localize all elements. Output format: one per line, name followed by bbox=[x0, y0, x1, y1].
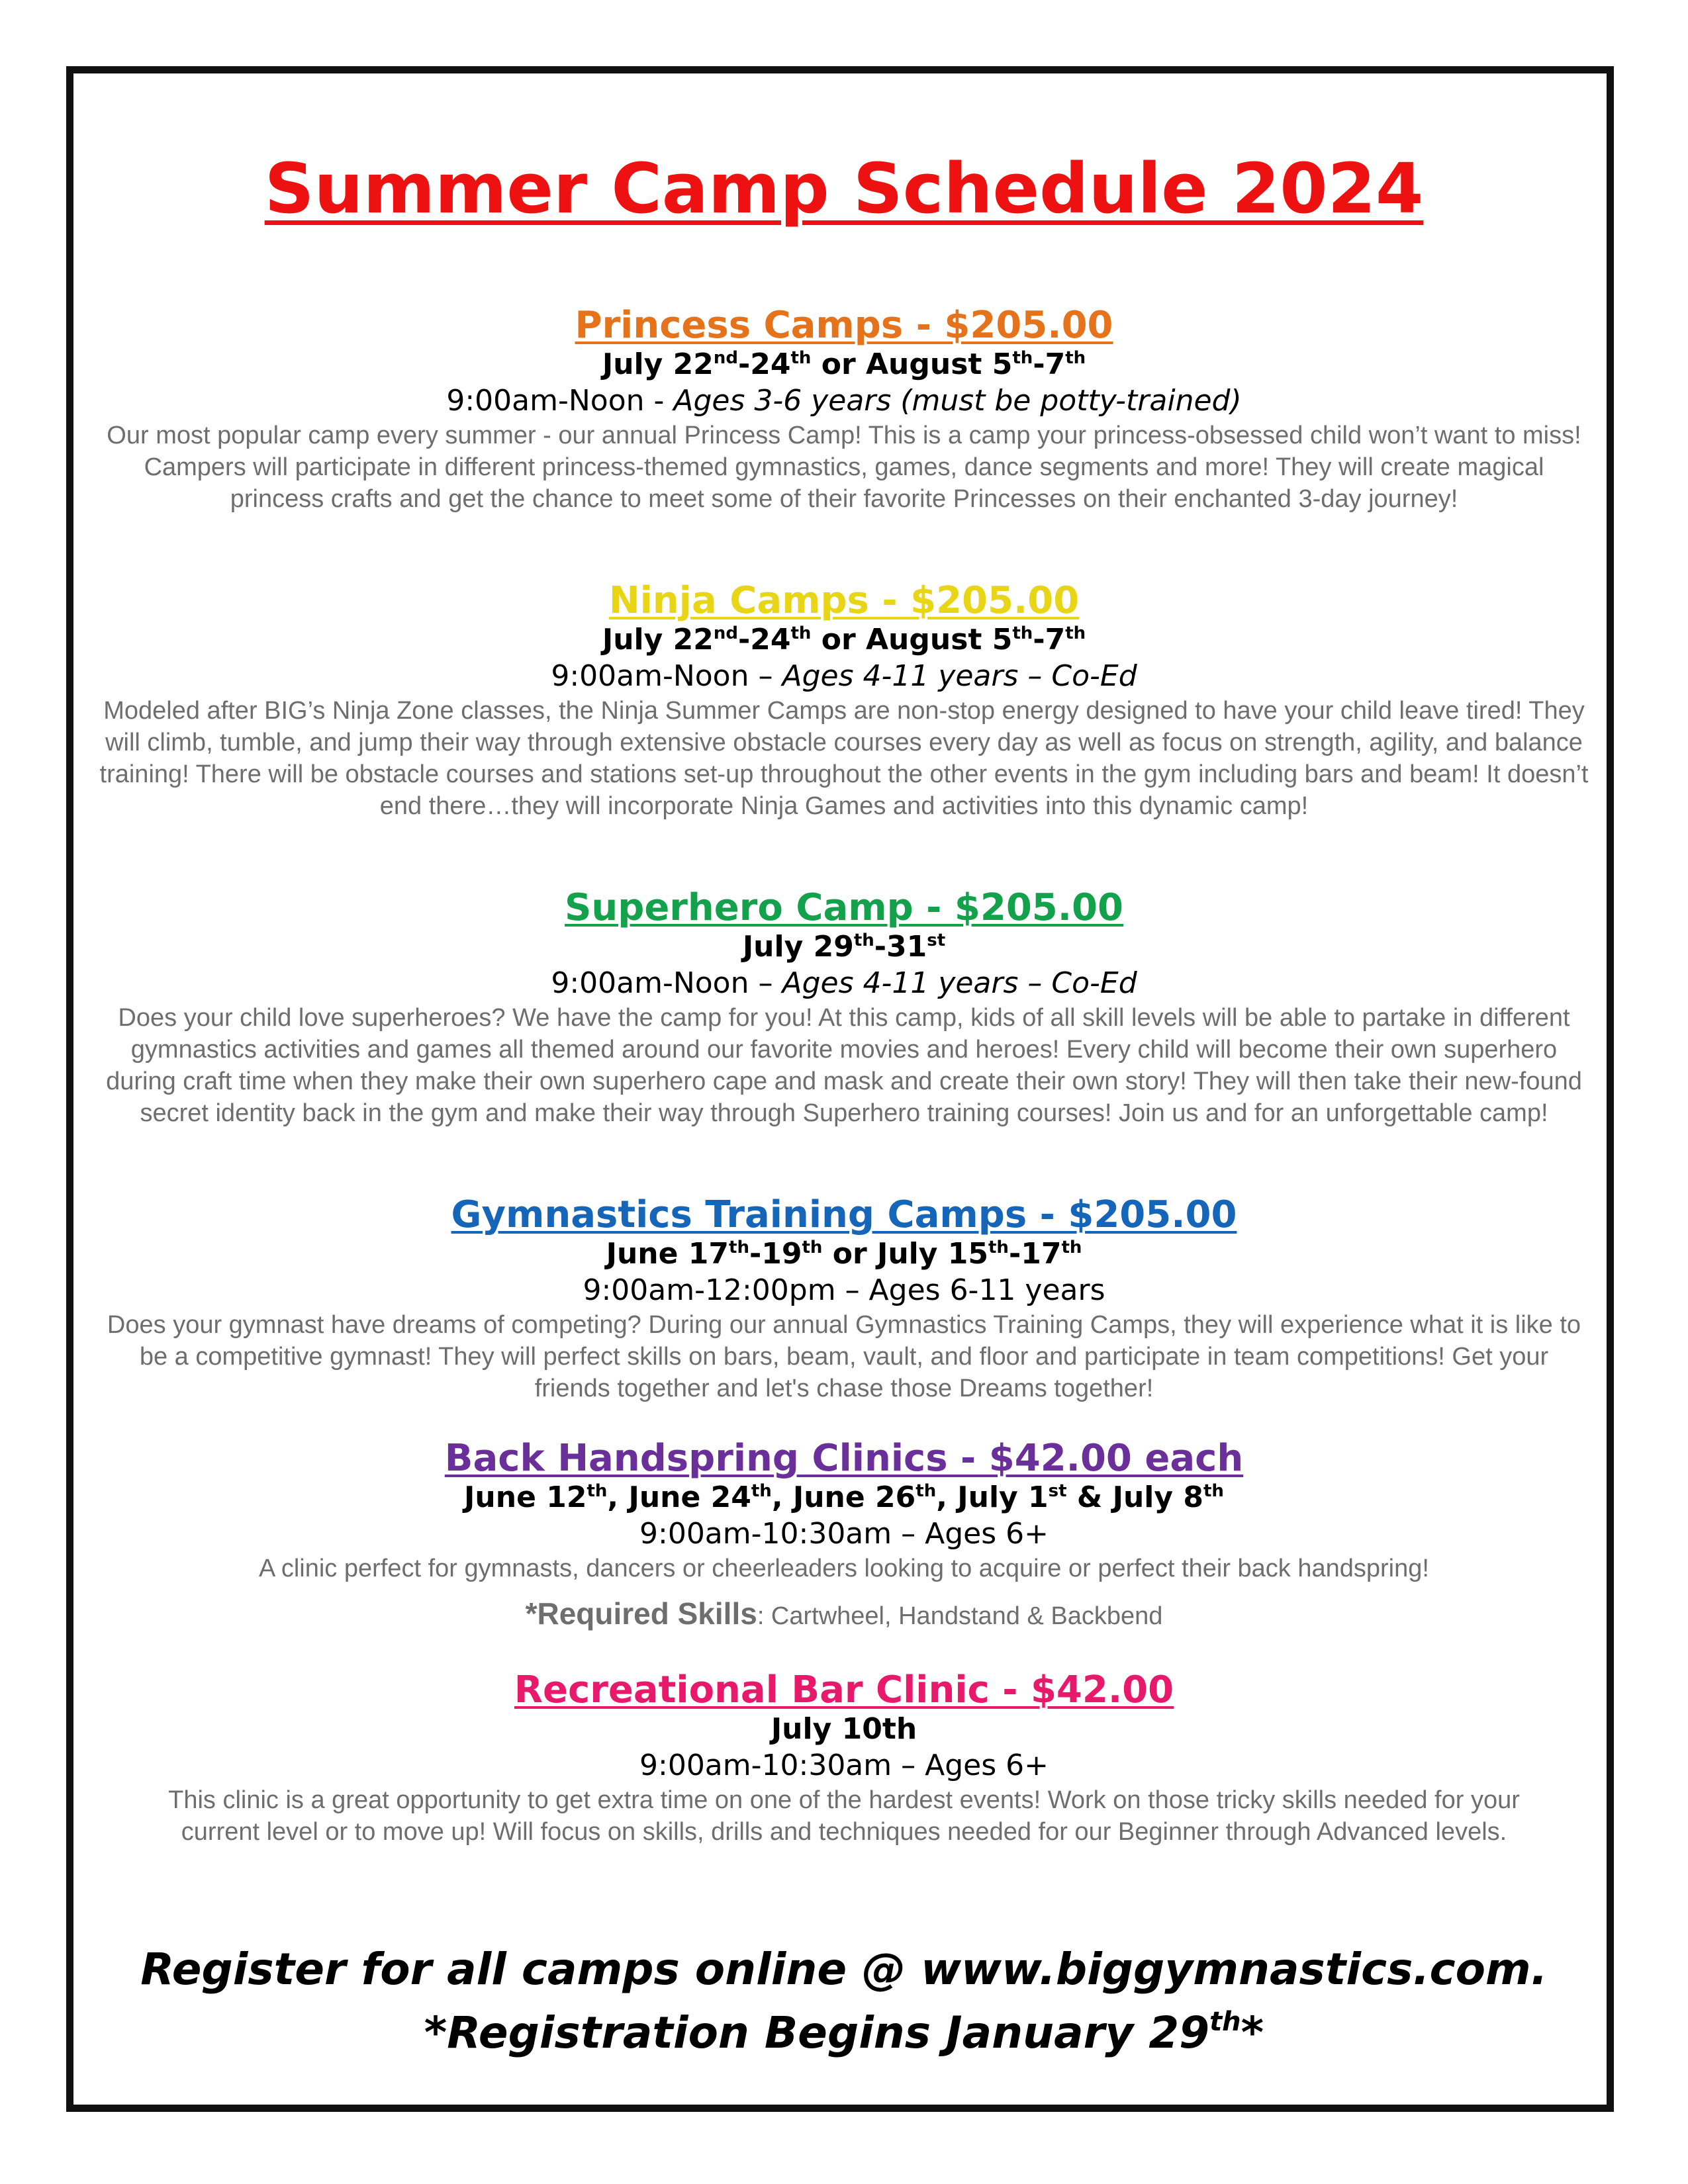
handspring-clinic-dates: June 12th, June 24th, June 26th, July 1st & July 8th bbox=[464, 1480, 1224, 1514]
ninja-camp-title: Ninja Camps - $205.00 bbox=[608, 579, 1080, 622]
princess-camp-section bbox=[26, 304, 1662, 515]
superhero-camp-time: 9:00am-Noon – Ages 4-11 years – Co-Ed bbox=[551, 966, 1137, 1000]
handspring-required-skills: *Required Skills: Cartwheel, Handstand & Backbend bbox=[525, 1596, 1163, 1631]
princess-camp-dates: July 22nd-24th or August 5th-7th bbox=[602, 347, 1086, 381]
ninja-camp-description: Modeled after BIG’s Ninja Zone classes, the Ninja Summer Camps are non-stop energy designed to have your child leave tired! They will climb, tumble, and jump their way through extensive obstacle courses every day as well as focus on strength, agility, and balance training! There will be obstacle courses and stations set-up throughout the other events in the gym including bars and beam! It doesn’t end there…they will incorporate Ninja Games and activities into this dynamic camp! bbox=[99, 697, 1589, 820]
bar-clinic-title: Recreational Bar Clinic - $42.00 bbox=[514, 1668, 1174, 1711]
superhero-camp-title: Superhero Camp - $205.00 bbox=[565, 886, 1123, 929]
ninja-camp-dates: July 22nd-24th or August 5th-7th bbox=[602, 623, 1086, 657]
handspring-clinic-section bbox=[26, 1437, 1662, 1632]
registration-begins-line: *Registration Begins January 29th* bbox=[424, 2007, 1264, 2058]
superhero-camp-description: Does your child love superheroes? We have the camp for you! At this camp, kids of all skill levels will be able to partake in different gymnastics activities and games all themed around our favorite movies and heroes! Every child will become their own superhero during craft time when they make their own superhero cape and mask and create their own story! They will then take their new-found secret identity back in the gym and make their way through Superhero training courses! Join us and for an unforgettable camp! bbox=[106, 1004, 1582, 1127]
handspring-clinic-title: Back Handspring Clinics - $42.00 each bbox=[444, 1437, 1244, 1480]
bar-clinic-description: This clinic is a great opportunity to get extra time on one of the hardest events! Work on those tricky skills needed for your current level or to move up! Will focus on skills, drills and techniques needed for our Beginner through Advanced levels. bbox=[168, 1786, 1520, 1846]
gymnastics-camp-section bbox=[26, 1194, 1662, 1404]
page-title: Summer Camp Schedule 2024 bbox=[264, 148, 1424, 229]
princess-camp-title: Princess Camps - $205.00 bbox=[575, 304, 1113, 347]
gymnastics-camp-dates: June 17th-19th or July 15th-17th bbox=[606, 1237, 1082, 1271]
gymnastics-camp-description: Does your gymnast have dreams of competing? During our annual Gymnastics Training Camps, they will experience what it is like to be a competitive gymnast! They will perfect skills on bars, beam, vault, and floor and participate in team competitions! Get your friends together and let's chase those Dreams together! bbox=[107, 1311, 1581, 1402]
princess-camp-time: 9:00am-Noon - Ages 3-6 years (must be potty-trained) bbox=[446, 384, 1242, 418]
superhero-camp-dates: July 29th-31st bbox=[742, 930, 946, 964]
bar-clinic-time: 9:00am-10:30am – Ages 6+ bbox=[639, 1749, 1049, 1782]
handspring-clinic-description: A clinic perfect for gymnasts, dancers or cheerleaders looking to acquire or perfect their back handspring! bbox=[259, 1555, 1429, 1582]
bar-clinic-section bbox=[26, 1669, 1662, 1848]
register-online-line: Register for all camps online @ www.biggymnastics.com. bbox=[140, 1944, 1548, 1995]
ninja-camp-time: 9:00am-Noon – Ages 4-11 years – Co-Ed bbox=[551, 659, 1137, 693]
gymnastics-camp-time: 9:00am-12:00pm – Ages 6-11 years bbox=[583, 1273, 1105, 1307]
superhero-camp-section bbox=[26, 887, 1662, 1129]
bar-clinic-date: July 10th bbox=[771, 1712, 917, 1746]
registration-footer bbox=[0, 1938, 1688, 2065]
princess-camp-description: Our most popular camp every summer - our annual Princess Camp! This is a camp your princess-obsessed child won’t want to miss! Campers will participate in different princess-themed gymnastics, games, dance segments and more! They will create magical princess crafts and get the chance to meet some of their favorite Princesses on their enchanted 3-day journey! bbox=[107, 422, 1581, 513]
gymnastics-camp-title: Gymnastics Training Camps - $205.00 bbox=[451, 1193, 1237, 1236]
handspring-clinic-time: 9:00am-10:30am – Ages 6+ bbox=[639, 1517, 1049, 1551]
ninja-camp-section bbox=[26, 580, 1662, 822]
